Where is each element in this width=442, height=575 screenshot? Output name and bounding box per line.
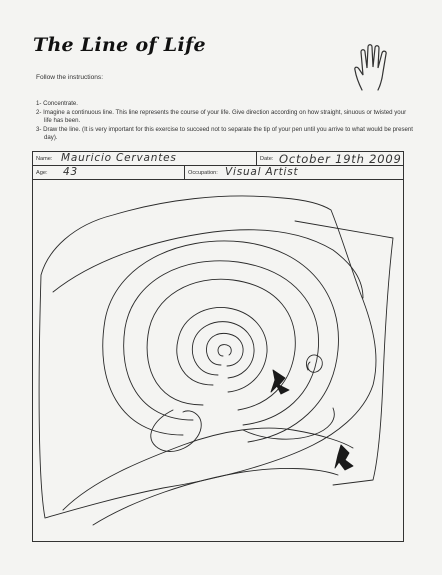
spiral-ring	[177, 307, 267, 392]
name-value: Mauricio Cervantes	[61, 152, 177, 164]
instruction-item: 2- Imagine a continuous line. This line represents the course of your life. Give direction according on how straight, sinuous or twisted your life has been.	[36, 108, 407, 125]
hand-icon	[352, 42, 396, 94]
spiral-ring	[124, 261, 319, 425]
form-row-age	[33, 166, 403, 180]
date-field[interactable]	[257, 152, 403, 165]
age-field[interactable]	[33, 166, 185, 179]
drawing-sheet	[32, 151, 404, 542]
age-label: Age:	[36, 170, 48, 176]
date-label: Date:	[260, 156, 274, 162]
lower-swirl	[243, 408, 334, 439]
intro-text: Follow the instructions:	[36, 74, 104, 81]
occupation-field[interactable]	[185, 166, 403, 179]
spiral-ring	[103, 241, 339, 442]
name-label: Name:	[36, 156, 53, 162]
right-diamond	[295, 221, 393, 485]
instruction-item: 1- Concentrate.	[36, 100, 79, 107]
page-title: The Line of Life	[33, 34, 206, 56]
form-row-name	[33, 152, 403, 166]
instruction-item: 3- Draw the line. (It is very important for this exercise to succeed not to separate the tip of your pen until you arrive to what would be present day).	[36, 125, 413, 142]
spiral-ring	[207, 333, 244, 366]
scribble-mark	[335, 445, 353, 470]
age-value: 43	[63, 166, 78, 178]
lower-swirl	[151, 410, 201, 451]
date-value: October 19th 2009	[279, 152, 402, 166]
occupation-value: Visual Artist	[225, 166, 299, 178]
life-line-sketch	[33, 180, 403, 541]
instructions-list	[36, 100, 414, 143]
occupation-label: Occupation:	[188, 170, 218, 176]
upper-arc	[53, 230, 363, 298]
spiral-ring	[218, 345, 231, 356]
life-line-drawing	[33, 180, 403, 541]
scribble-mark	[271, 370, 289, 394]
lower-swirl	[93, 468, 338, 525]
spiral-ring	[192, 322, 254, 378]
name-field[interactable]	[33, 152, 257, 165]
